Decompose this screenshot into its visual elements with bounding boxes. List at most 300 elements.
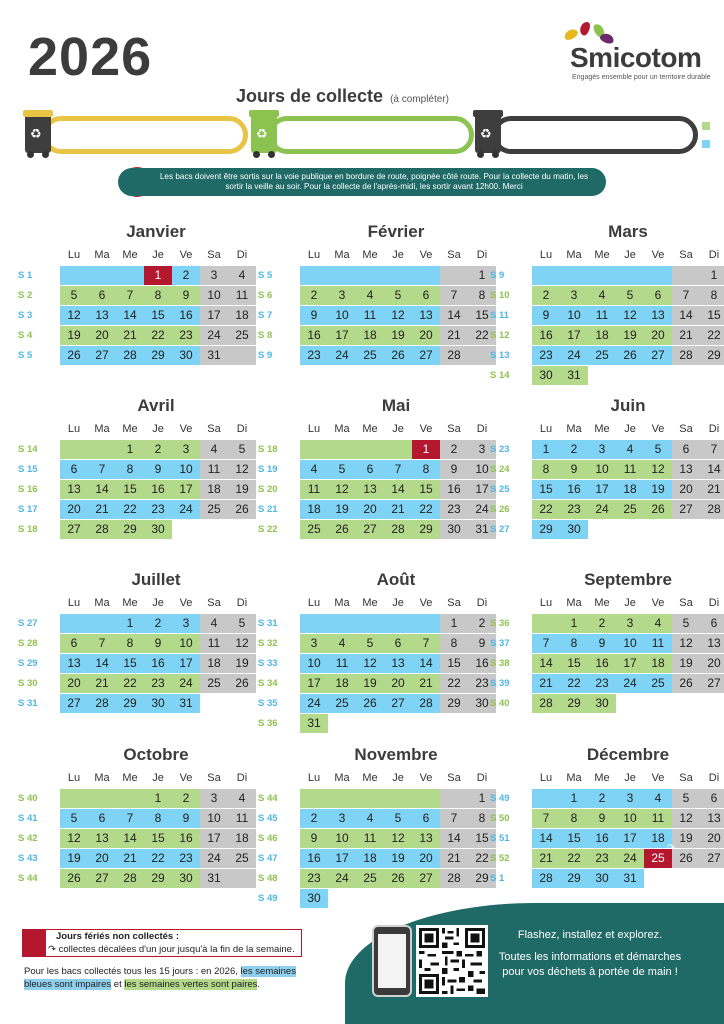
day-cell: 16 <box>151 656 165 670</box>
day-header: Lu <box>307 772 321 784</box>
day-cell: 5 <box>338 462 346 476</box>
gray-bin-day-field[interactable] <box>492 116 698 154</box>
day-header: Ve <box>179 597 193 609</box>
day-cell: 15 <box>151 831 165 845</box>
day-cell: 9 <box>450 462 458 476</box>
day-cell: 20 <box>707 831 721 845</box>
day-cell: 22 <box>123 502 137 516</box>
day-cell: 24 <box>207 328 221 342</box>
day-cell: 2 <box>154 442 162 456</box>
month-4 <box>258 396 490 566</box>
week-number: S 32 <box>258 638 278 649</box>
shift-arrow-icon: ↷ <box>435 434 444 445</box>
day-cell: 13 <box>419 831 433 845</box>
day-cell: 2 <box>310 288 318 302</box>
day-header: Di <box>476 597 488 609</box>
day-cell: 1 <box>570 616 578 630</box>
day-cell: 15 <box>539 482 553 496</box>
day-cell: 31 <box>179 696 193 710</box>
day-header: Je <box>624 423 636 435</box>
week-number: S 29 <box>18 658 38 669</box>
day-cell: 12 <box>391 308 405 322</box>
day-cell: 14 <box>95 482 109 496</box>
day-cell: 13 <box>707 636 721 650</box>
day-cell: 5 <box>394 288 402 302</box>
day-cell: 5 <box>238 442 246 456</box>
day-cell: 25 <box>207 676 221 690</box>
day-cell: 6 <box>70 462 78 476</box>
day-cell: 20 <box>419 328 433 342</box>
day-cell: 8 <box>570 811 578 825</box>
day-cell: 29 <box>419 522 433 536</box>
day-cell: 26 <box>679 676 693 690</box>
month-3 <box>18 396 250 566</box>
day-cell: 31 <box>623 871 637 885</box>
day-cell: 10 <box>623 636 637 650</box>
holiday-legend-title: Jours fériés non collectés : <box>56 931 180 942</box>
day-header: Di <box>476 423 488 435</box>
day-cell: 19 <box>67 328 81 342</box>
day-cell: 10 <box>207 811 221 825</box>
holiday-day-cell: 1 <box>412 440 440 459</box>
month-title: Avril <box>137 396 175 415</box>
week-number: S 48 <box>258 873 278 884</box>
day-cell: 7 <box>98 636 106 650</box>
week-number: S 42 <box>18 833 38 844</box>
day-header: Lu <box>67 772 81 784</box>
day-cell: 15 <box>419 482 433 496</box>
day-cell: 28 <box>95 522 109 536</box>
day-header: Me <box>122 249 138 261</box>
day-cell: 22 <box>539 502 553 516</box>
day-cell: 13 <box>391 656 405 670</box>
month-10 <box>258 745 490 915</box>
day-header: Lu <box>67 423 81 435</box>
day-cell: 14 <box>123 831 137 845</box>
day-cell: 17 <box>623 656 637 670</box>
day-cell: 21 <box>419 676 433 690</box>
day-cell: 2 <box>154 616 162 630</box>
day-header: Lu <box>67 597 81 609</box>
day-cell: 23 <box>567 502 581 516</box>
day-cell: 29 <box>539 522 553 536</box>
month-0 <box>18 222 250 392</box>
day-cell: 1 <box>126 616 134 630</box>
day-cell: 21 <box>123 328 137 342</box>
shift-arrow-icon: ↷ <box>167 260 176 271</box>
day-cell: 12 <box>67 831 81 845</box>
day-cell: 13 <box>67 482 81 496</box>
day-header: Sa <box>447 249 461 261</box>
day-cell: 7 <box>422 636 430 650</box>
day-cell: 12 <box>651 462 665 476</box>
day-cell: 21 <box>391 502 405 516</box>
day-cell: 4 <box>238 791 246 805</box>
day-cell: 27 <box>95 348 109 362</box>
day-header: Je <box>152 772 164 784</box>
day-header: Ve <box>651 249 665 261</box>
day-cell: 15 <box>707 308 721 322</box>
day-header: Ma <box>94 423 110 435</box>
day-cell: 30 <box>151 522 165 536</box>
day-cell: 9 <box>598 811 606 825</box>
day-cell: 26 <box>391 871 405 885</box>
phone-icon <box>372 925 412 997</box>
day-cell: 29 <box>123 696 137 710</box>
yellow-bin-day-field[interactable] <box>42 116 248 154</box>
day-cell: 18 <box>207 482 221 496</box>
day-cell: 20 <box>679 482 693 496</box>
week-number: S 45 <box>258 813 278 824</box>
day-cell: 25 <box>207 502 221 516</box>
day-cell: 12 <box>679 811 693 825</box>
day-cell: 19 <box>623 328 637 342</box>
day-cell: 27 <box>651 348 665 362</box>
day-cell: 25 <box>307 522 321 536</box>
day-header: Me <box>594 597 610 609</box>
week-number: S 25 <box>490 484 510 495</box>
day-cell: 4 <box>238 268 246 282</box>
day-cell: 11 <box>235 811 249 825</box>
day-cell: 1 <box>570 791 578 805</box>
day-cell: 3 <box>182 616 190 630</box>
day-cell: 17 <box>179 482 193 496</box>
day-header: Sa <box>207 249 221 261</box>
shift-arrow-icon: ↷ <box>667 843 676 854</box>
day-header: Sa <box>207 597 221 609</box>
day-cell: 7 <box>710 442 718 456</box>
day-cell: 8 <box>570 636 578 650</box>
day-cell: 25 <box>335 696 349 710</box>
day-cell: 29 <box>151 871 165 885</box>
day-cell: 22 <box>151 851 165 865</box>
day-cell: 28 <box>539 871 553 885</box>
day-header: Je <box>392 772 404 784</box>
month-5 <box>490 396 722 566</box>
day-cell: 19 <box>335 502 349 516</box>
day-cell: 13 <box>651 308 665 322</box>
day-cell: 25 <box>235 851 249 865</box>
day-cell: 4 <box>626 442 634 456</box>
day-cell: 26 <box>679 851 693 865</box>
day-cell: 18 <box>335 676 349 690</box>
day-header: Me <box>122 597 138 609</box>
day-header: Sa <box>447 597 461 609</box>
day-cell: 20 <box>363 502 377 516</box>
day-cell: 14 <box>419 656 433 670</box>
day-cell: 4 <box>210 616 218 630</box>
week-number: S 27 <box>18 618 38 629</box>
day-cell: 15 <box>475 831 489 845</box>
day-cell: 31 <box>207 348 221 362</box>
day-header: Lu <box>67 249 81 261</box>
day-cell: 30 <box>447 522 461 536</box>
day-header: Me <box>122 423 138 435</box>
year-title: 2026 <box>28 27 153 87</box>
day-header: Je <box>152 249 164 261</box>
day-cell: 19 <box>651 482 665 496</box>
day-cell: 24 <box>207 851 221 865</box>
day-cell: 23 <box>151 502 165 516</box>
green-bin-day-field[interactable] <box>268 116 474 154</box>
day-cell: 20 <box>651 328 665 342</box>
day-cell: 11 <box>363 831 377 845</box>
day-cell: 11 <box>207 462 221 476</box>
day-cell: 16 <box>475 656 489 670</box>
day-cell: 5 <box>394 811 402 825</box>
day-cell: 25 <box>623 502 637 516</box>
day-cell: 9 <box>182 288 190 302</box>
day-header: Je <box>392 597 404 609</box>
week-number: S 18 <box>258 444 278 455</box>
day-cell: 23 <box>151 676 165 690</box>
day-cell: 31 <box>475 522 489 536</box>
day-cell: 13 <box>679 462 693 476</box>
logo-leaf-icon <box>578 20 591 36</box>
day-cell: 23 <box>595 851 609 865</box>
day-header: Lu <box>307 597 321 609</box>
day-cell: 22 <box>707 328 721 342</box>
day-cell: 23 <box>539 348 553 362</box>
week-number: S 17 <box>18 504 38 515</box>
day-cell: 23 <box>475 676 489 690</box>
day-cell: 17 <box>567 328 581 342</box>
week-number: S 1 <box>18 270 33 281</box>
week-number: S 21 <box>258 504 278 515</box>
day-cell: 23 <box>179 328 193 342</box>
day-cell: 10 <box>335 831 349 845</box>
week-number: S 52 <box>490 853 510 864</box>
day-cell: 13 <box>67 656 81 670</box>
day-cell: 18 <box>363 328 377 342</box>
day-cell: 12 <box>623 308 637 322</box>
day-cell: 30 <box>307 891 321 905</box>
day-header: Lu <box>539 423 553 435</box>
day-cell: 28 <box>447 871 461 885</box>
month-title: Décembre <box>586 745 670 764</box>
day-cell: 25 <box>235 328 249 342</box>
day-cell: 22 <box>475 851 489 865</box>
qr-code-icon[interactable] <box>416 925 488 997</box>
day-cell: 3 <box>310 636 318 650</box>
day-cell: 26 <box>67 348 81 362</box>
day-cell: 13 <box>363 482 377 496</box>
day-cell: 19 <box>363 676 377 690</box>
day-header: Me <box>594 423 610 435</box>
week-number: S 40 <box>490 698 510 709</box>
day-header: Je <box>624 772 636 784</box>
day-cell: 29 <box>447 696 461 710</box>
day-cell: 2 <box>182 791 190 805</box>
week-number: S 38 <box>490 658 510 669</box>
promo-line-1: Flashez, installez et explorez. <box>517 929 663 941</box>
day-cell: 21 <box>707 482 721 496</box>
day-cell: 12 <box>391 831 405 845</box>
day-cell: 2 <box>598 791 606 805</box>
day-cell: 12 <box>679 636 693 650</box>
month-title: Février <box>367 222 425 241</box>
day-cell: 20 <box>419 851 433 865</box>
day-cell: 23 <box>307 871 321 885</box>
day-cell: 4 <box>310 462 318 476</box>
day-cell: 8 <box>422 462 430 476</box>
day-cell: 21 <box>679 328 693 342</box>
day-header: Ve <box>419 772 433 784</box>
day-cell: 18 <box>651 656 665 670</box>
day-cell: 3 <box>598 442 606 456</box>
day-cell: 2 <box>542 288 550 302</box>
day-cell: 24 <box>307 696 321 710</box>
day-cell: 22 <box>419 502 433 516</box>
week-number: S 34 <box>258 678 278 689</box>
day-cell: 11 <box>235 288 249 302</box>
day-cell: 23 <box>447 502 461 516</box>
day-cell: 24 <box>623 851 637 865</box>
day-cell: 10 <box>207 288 221 302</box>
month-8 <box>490 570 722 740</box>
day-header: Lu <box>307 249 321 261</box>
day-cell: 2 <box>478 616 486 630</box>
day-cell: 26 <box>651 502 665 516</box>
day-cell: 27 <box>419 871 433 885</box>
day-header: Me <box>362 423 378 435</box>
day-cell: 17 <box>335 328 349 342</box>
green-weeks-label: les semaines vertes sont paires <box>124 979 258 990</box>
day-cell: 10 <box>623 811 637 825</box>
week-number: S 10 <box>490 290 510 301</box>
day-cell: 30 <box>151 696 165 710</box>
month-title: Novembre <box>354 745 438 764</box>
day-cell: 7 <box>542 636 550 650</box>
month-title: Août <box>376 570 416 589</box>
day-cell: 18 <box>235 831 249 845</box>
day-cell: 29 <box>567 696 581 710</box>
day-cell: 7 <box>450 811 458 825</box>
day-cell: 16 <box>179 308 193 322</box>
day-cell: 3 <box>210 791 218 805</box>
day-cell: 23 <box>595 676 609 690</box>
day-cell: 22 <box>567 676 581 690</box>
day-cell: 19 <box>391 851 405 865</box>
day-cell: 4 <box>654 791 662 805</box>
day-cell: 3 <box>338 811 346 825</box>
week-number: S 6 <box>258 290 273 301</box>
day-header: Ma <box>94 249 110 261</box>
day-cell: 29 <box>567 871 581 885</box>
day-cell: 13 <box>95 308 109 322</box>
week-number: S 11 <box>490 310 510 321</box>
day-cell: 4 <box>598 288 606 302</box>
day-header: Sa <box>679 423 693 435</box>
day-header: Ve <box>179 772 193 784</box>
day-cell: 16 <box>539 328 553 342</box>
day-cell: 20 <box>391 676 405 690</box>
day-cell: 17 <box>475 482 489 496</box>
day-header: Je <box>152 423 164 435</box>
day-cell: 7 <box>126 288 134 302</box>
gray-bin-icon: ♻ <box>475 110 501 158</box>
day-cell: 27 <box>707 676 721 690</box>
day-header: Ve <box>651 597 665 609</box>
day-cell: 19 <box>67 851 81 865</box>
day-header: Ma <box>94 772 110 784</box>
day-header: Ma <box>334 249 350 261</box>
day-cell: 6 <box>654 288 662 302</box>
day-cell: 19 <box>679 656 693 670</box>
day-cell: 5 <box>238 616 246 630</box>
day-cell: 14 <box>123 308 137 322</box>
day-cell: 19 <box>235 656 249 670</box>
day-header: Di <box>236 423 248 435</box>
day-cell: 9 <box>154 462 162 476</box>
day-cell: 21 <box>447 328 461 342</box>
day-header: Lu <box>307 423 321 435</box>
day-cell: 11 <box>363 308 377 322</box>
week-number: S 49 <box>490 793 510 804</box>
day-cell: 16 <box>567 482 581 496</box>
day-cell: 18 <box>235 308 249 322</box>
day-header: Lu <box>539 772 553 784</box>
day-cell: 5 <box>682 616 690 630</box>
day-cell: 16 <box>179 831 193 845</box>
week-number: S 50 <box>490 813 510 824</box>
week-number: S 13 <box>490 350 510 361</box>
day-cell: 15 <box>567 831 581 845</box>
day-header: Lu <box>539 249 553 261</box>
day-cell: 3 <box>626 791 634 805</box>
day-cell: 28 <box>707 502 721 516</box>
day-header: Me <box>594 249 610 261</box>
smicotom-logo <box>550 22 720 84</box>
heading-title: Jours de collecte <box>236 86 384 106</box>
day-cell: 21 <box>447 851 461 865</box>
day-cell: 9 <box>542 308 550 322</box>
logo-name: Smicotom <box>570 42 702 73</box>
day-header: Ma <box>334 423 350 435</box>
week-number: S 44 <box>18 873 38 884</box>
day-cell: 9 <box>598 636 606 650</box>
day-cell: 29 <box>707 348 721 362</box>
day-cell: 4 <box>366 288 374 302</box>
week-number: S 8 <box>258 330 273 341</box>
day-cell: 6 <box>710 791 718 805</box>
heading-subtitle: (à compléter) <box>390 94 449 105</box>
day-cell: 27 <box>95 871 109 885</box>
day-cell: 3 <box>182 442 190 456</box>
month-title: Juillet <box>131 570 181 589</box>
day-cell: 29 <box>123 522 137 536</box>
day-cell: 9 <box>154 636 162 650</box>
day-header: Sa <box>207 772 221 784</box>
day-cell: 6 <box>682 442 690 456</box>
day-cell: 17 <box>307 676 321 690</box>
day-cell: 1 <box>126 442 134 456</box>
day-cell: 15 <box>151 308 165 322</box>
holiday-day-cell: 1 <box>144 266 172 285</box>
day-cell: 22 <box>475 328 489 342</box>
day-cell: 4 <box>654 616 662 630</box>
day-cell: 3 <box>338 288 346 302</box>
day-cell: 6 <box>422 811 430 825</box>
day-header: Me <box>362 597 378 609</box>
day-cell: 24 <box>179 502 193 516</box>
week-number: S 31 <box>18 698 38 709</box>
week-number: S 5 <box>18 350 33 361</box>
week-number: S 31 <box>258 618 278 629</box>
day-cell: 30 <box>475 696 489 710</box>
shift-arrow-icon: ↷ <box>48 944 56 955</box>
app-promo-text <box>490 928 690 980</box>
